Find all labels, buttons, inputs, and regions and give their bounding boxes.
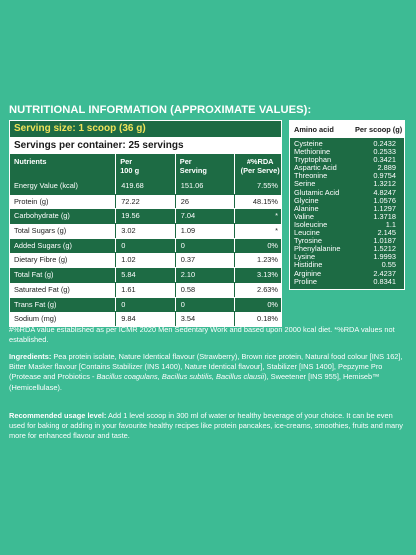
amino-acid-value: 1.1297 [373, 203, 396, 213]
ingredients-text: Pea protein isolate, Nature Identical flavour (Strawberry), Brown rice protein, Natural food colour [INS 162], Bitter Masker flavour [Contains Stabilizer (INS 1400), Nature Identical flavour], Stabilizer [INS 1400], Pepzyme Pro (Protease and Probiotics - [9, 352, 403, 382]
header-rda: #%RDA (Per Serve) [234, 154, 281, 179]
rda-value: 3.13% [234, 268, 281, 282]
header-nutrients: Nutrients [14, 157, 47, 166]
amino-acid-header [290, 121, 404, 138]
per-100g-value: 0 [115, 298, 175, 312]
rda-note: #%RDA value established as per ICMR 2020 Men Sedentary Work and based upon 2000 kcal diet. *%RDA values not established. [9, 325, 395, 345]
per-serving-value: 2.10 [175, 268, 235, 282]
amino-acid-value: 0.8341 [373, 276, 396, 286]
nutrition-row [10, 194, 281, 209]
per-serving-value: 1.09 [175, 224, 235, 238]
amino-acid-value: 1.9993 [373, 252, 396, 262]
per-100g-value: 9.84 [115, 312, 175, 326]
amino-acid-name: Tryptophan [294, 155, 332, 165]
rda-value: 7.55% [234, 179, 281, 194]
rda-value: 1.23% [234, 253, 281, 267]
amino-acid-value: 1.0576 [373, 195, 396, 205]
per-serving-value: 26 [175, 195, 235, 209]
amino-acid-value: 1.3718 [373, 211, 396, 221]
ingredients-paragraph [9, 352, 406, 393]
nutrition-row [10, 282, 281, 297]
nutrient-name: Total Sugars (g) [14, 226, 67, 236]
amino-acid-table [289, 120, 405, 290]
nutrition-table-body [10, 179, 281, 326]
header-per-scoop: Per scoop (g) [355, 125, 403, 134]
amino-acid-name: Arginine [294, 268, 322, 278]
per-serving-value: 0.37 [175, 253, 235, 267]
amino-acid-value: 0.3421 [373, 155, 396, 165]
nutrient-name: Sodium (mg) [14, 314, 57, 324]
rda-value: 0% [234, 298, 281, 312]
rda-value: * [234, 224, 281, 238]
ingredients-probiotics: Bacillus coagulans, Bacillus subtilis, Bacillus clausii [96, 372, 265, 382]
nutrient-name: Total Fat (g) [14, 270, 54, 280]
amino-acid-name: Valine [294, 211, 314, 221]
per-100g-value: 19.56 [115, 209, 175, 223]
amino-acid-name: Aspartic Acid [294, 163, 337, 173]
servings-per-container: Servings per container: 25 servings [10, 137, 281, 153]
amino-acid-name: Leucine [294, 228, 320, 238]
rda-value: 0.18% [234, 312, 281, 326]
nutrition-row [10, 311, 281, 326]
per-serving-value: 0 [175, 239, 235, 253]
amino-acid-value: 0.9754 [373, 171, 396, 181]
per-serving-value: 7.04 [175, 209, 235, 223]
nutrition-row [10, 267, 281, 282]
amino-acid-row [290, 278, 404, 286]
nutrient-name: Carbohydrate (g) [14, 211, 70, 221]
per-100g-value: 1.61 [115, 283, 175, 297]
amino-acid-name: Lysine [294, 252, 316, 262]
per-100g-value: 3.02 [115, 224, 175, 238]
amino-acid-value: 1.5212 [373, 244, 396, 254]
amino-acid-value: 4.8247 [373, 187, 396, 197]
amino-acid-value: 2.4237 [373, 268, 396, 278]
header-per-serving: Per Serving [175, 154, 235, 179]
usage-text: Add 1 level scoop in 300 ml of water or healthy beverage of your choice. It can be even used for baking or adding in your favourite healthy recipes like protein pancakes, ice-creams, smoothies, fruits and many more for enhanced flavour and taste. [9, 411, 403, 441]
amino-acid-name: Cysteine [294, 139, 323, 148]
rda-value: 0% [234, 239, 281, 253]
amino-acid-name: Tyrosine [294, 236, 322, 246]
amino-acid-name: Phenylalanine [294, 244, 341, 254]
nutrient-name: Trans Fat (g) [14, 299, 57, 309]
amino-acid-value: 0.2432 [373, 139, 396, 148]
amino-acid-value: 2.145 [377, 228, 396, 238]
amino-acid-value: 2.889 [377, 163, 396, 173]
nutrition-heading: NUTRITIONAL INFORMATION (APPROXIMATE VALUES): [9, 104, 312, 116]
amino-acid-name: Histidine [294, 260, 323, 270]
serving-size: Serving size: 1 scoop (36 g) [10, 121, 281, 137]
per-100g-value: 5.84 [115, 268, 175, 282]
amino-acid-name: Isoleucine [294, 219, 328, 229]
nutrient-name: Protein (g) [14, 196, 49, 206]
per-serving-value: 0.58 [175, 283, 235, 297]
rda-value: 48.15% [234, 195, 281, 209]
nutrition-row [10, 252, 281, 267]
amino-acid-value: 1.3212 [373, 179, 396, 189]
per-serving-value: 0 [175, 298, 235, 312]
amino-acid-name: Alanine [294, 203, 319, 213]
per-serving-value: 3.54 [175, 312, 235, 326]
per-100g-value: 1.02 [115, 253, 175, 267]
per-100g-value: 0 [115, 239, 175, 253]
amino-acid-name: Glutamic Acid [294, 187, 340, 197]
rda-value: 2.63% [234, 283, 281, 297]
nutrition-row [10, 238, 281, 253]
nutrient-name: Saturated Fat (g) [14, 284, 70, 294]
amino-acid-value: 1.0187 [373, 236, 396, 246]
per-100g-value: 419.68 [115, 179, 175, 194]
amino-acid-name: Methionine [294, 147, 331, 157]
header-per-100g: Per 100 g [115, 154, 175, 179]
ingredients-text-end: ), Sweetener [INS 955], Hemiseb™ (Hemicellulase). [9, 372, 380, 392]
nutrition-row [10, 208, 281, 223]
nutrient-name: Dietary Fibre (g) [14, 255, 68, 265]
usage-paragraph [9, 411, 406, 442]
usage-label: Recommended usage level: [9, 411, 107, 420]
nutrition-row [10, 297, 281, 312]
nutrition-row [10, 223, 281, 238]
nutrition-table [9, 120, 282, 327]
amino-acid-value: 0.55 [381, 260, 396, 270]
amino-acid-name: Proline [294, 276, 318, 286]
amino-acid-name: Threonine [294, 171, 328, 181]
amino-acid-name: Serine [294, 179, 316, 189]
amino-acid-value: 0.2533 [373, 147, 396, 157]
amino-acid-body [290, 138, 404, 289]
nutrition-row [10, 179, 281, 194]
nutrition-table-header [10, 153, 281, 179]
per-100g-value: 72.22 [115, 195, 175, 209]
per-serving-value: 151.06 [175, 179, 235, 194]
amino-acid-name: Glycine [294, 195, 319, 205]
nutrient-name: Added Sugars (g) [14, 240, 72, 250]
header-amino-acid: Amino acid [294, 125, 334, 134]
ingredients-label: Ingredients: [9, 352, 52, 361]
rda-value: * [234, 209, 281, 223]
amino-acid-value: 1.1 [385, 219, 396, 229]
nutrient-name: Energy Value (kcal) [14, 181, 78, 190]
